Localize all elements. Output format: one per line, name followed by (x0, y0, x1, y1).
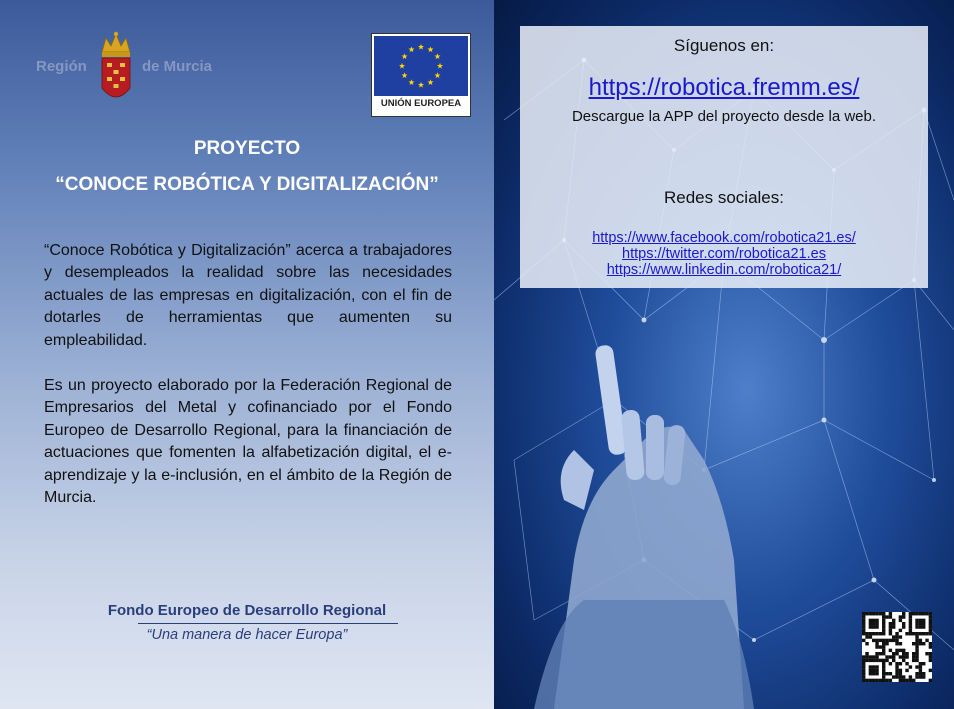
qr-module (875, 665, 878, 668)
qr-module (929, 619, 932, 622)
qr-module (882, 662, 885, 665)
qr-module (919, 675, 922, 678)
qr-module (899, 642, 902, 645)
qr-module (882, 672, 885, 675)
qr-module (915, 665, 918, 668)
qr-module (889, 615, 892, 618)
qr-module (889, 672, 892, 675)
robot-hand-icon (534, 344, 754, 709)
qr-module (892, 652, 895, 655)
qr-module (875, 619, 878, 622)
qr-module (875, 622, 878, 625)
qr-module (915, 652, 918, 655)
qr-module (885, 659, 888, 662)
qr-module (899, 629, 902, 632)
qr-module (889, 649, 892, 652)
qr-module (882, 665, 885, 668)
qr-module (899, 615, 902, 618)
qr-module (895, 665, 898, 668)
qr-module (869, 635, 872, 638)
qr-module (899, 669, 902, 672)
qr-module (862, 665, 865, 668)
qr-module (885, 639, 888, 642)
qr-module (905, 632, 908, 635)
qr-module (882, 619, 885, 622)
linkedin-link[interactable]: https://www.linkedin.com/robotica21/ (606, 262, 842, 278)
qr-module (862, 659, 865, 662)
qr-module (915, 639, 918, 642)
qr-module (875, 652, 878, 655)
qr-module (869, 669, 872, 672)
fund-slogan: “Una manera de hacer Europa” (146, 627, 348, 643)
qr-module (929, 679, 932, 682)
contact-panel (520, 26, 928, 288)
social-networks-label: Redes sociales: (663, 188, 784, 207)
qr-module (895, 662, 898, 665)
qr-module (899, 672, 902, 675)
qr-module (902, 659, 905, 662)
qr-module (862, 639, 865, 642)
qr-module (919, 662, 922, 665)
qr-module (869, 612, 872, 615)
qr-module (872, 665, 875, 668)
qr-module (922, 612, 925, 615)
qr-module (865, 659, 868, 662)
qr-module (889, 622, 892, 625)
qr-module (915, 625, 918, 628)
qr-module (882, 615, 885, 618)
logo-word-region: Región (36, 58, 87, 75)
qr-module (869, 622, 872, 625)
qr-module (929, 645, 932, 648)
qr-module (889, 655, 892, 658)
qr-module (912, 659, 915, 662)
qr-module (872, 619, 875, 622)
qr-module (892, 659, 895, 662)
qr-module (869, 625, 872, 628)
qr-module (909, 629, 912, 632)
qr-module (889, 662, 892, 665)
qr-module (915, 632, 918, 635)
eu-logo (371, 33, 471, 117)
qr-module (869, 655, 872, 658)
facebook-link[interactable]: https://www.facebook.com/robotica21.es/ (592, 230, 856, 246)
qr-module (875, 679, 878, 682)
qr-module (869, 665, 872, 668)
qr-module (929, 629, 932, 632)
qr-module (875, 659, 878, 662)
qr-module (882, 625, 885, 628)
follow-label: Síguenos en: (673, 36, 775, 55)
fund-divider (138, 623, 398, 624)
qr-module (919, 632, 922, 635)
qr-module (909, 615, 912, 618)
qr-module (875, 655, 878, 658)
qr-module (862, 655, 865, 658)
qr-module (879, 652, 882, 655)
qr-module (862, 662, 865, 665)
qr-module (869, 632, 872, 635)
qr-module (892, 625, 895, 628)
qr-module (882, 652, 885, 655)
qr-module (895, 635, 898, 638)
qr-module (879, 645, 882, 648)
qr-module (862, 612, 865, 615)
qr-module (915, 612, 918, 615)
qr-code-icon[interactable] (862, 612, 932, 682)
qr-module (909, 612, 912, 615)
qr-module (872, 612, 875, 615)
qr-module (929, 652, 932, 655)
description-paragraph-2: Es un proyecto elaborado por la Federación Regional de Empresarios del Metal y cofinanciado por el Fondo Europeo de Desarrollo Regional, para la financiación de actuaciones que fomenten la alfabetización digital, el e-aprendizaje y la e-inclusión, en el ámbito de la Región de Murcia. (44, 377, 452, 507)
qr-module (875, 642, 878, 645)
qr-module (925, 652, 928, 655)
qr-module (892, 619, 895, 622)
qr-module (919, 672, 922, 675)
qr-module (892, 655, 895, 658)
qr-module (919, 625, 922, 628)
qr-module (902, 625, 905, 628)
qr-module (905, 652, 908, 655)
qr-module (879, 659, 882, 662)
qr-module (875, 612, 878, 615)
qr-module (879, 612, 882, 615)
qr-module (929, 642, 932, 645)
qr-module (895, 632, 898, 635)
qr-module (905, 662, 908, 665)
qr-module (902, 655, 905, 658)
qr-module (882, 669, 885, 672)
qr-module (862, 619, 865, 622)
qr-module (895, 649, 898, 652)
qr-module (922, 672, 925, 675)
qr-module (882, 622, 885, 625)
qr-module (889, 625, 892, 628)
qr-module (875, 632, 878, 635)
qr-module (885, 672, 888, 675)
qr-module (902, 679, 905, 682)
qr-module (919, 639, 922, 642)
qr-module (882, 629, 885, 632)
qr-module (922, 625, 925, 628)
qr-module (902, 612, 905, 615)
qr-module (909, 622, 912, 625)
qr-module (899, 619, 902, 622)
qr-module (895, 639, 898, 642)
qr-module (872, 622, 875, 625)
qr-module (909, 619, 912, 622)
qr-module (862, 629, 865, 632)
qr-module (885, 655, 888, 658)
qr-module (925, 632, 928, 635)
qr-module (929, 625, 932, 628)
qr-module (902, 675, 905, 678)
qr-module (922, 675, 925, 678)
qr-module (899, 679, 902, 682)
qr-module (925, 612, 928, 615)
qr-module (929, 669, 932, 672)
qr-module (912, 632, 915, 635)
qr-module (919, 642, 922, 645)
qr-module (929, 622, 932, 625)
qr-module (879, 632, 882, 635)
qr-module (862, 625, 865, 628)
qr-module (919, 622, 922, 625)
qr-module (882, 649, 885, 652)
murcia-shield-icon (98, 30, 134, 110)
eu-label: UNIÓN EUROPEA (380, 98, 462, 109)
qr-module (892, 622, 895, 625)
qr-module (922, 622, 925, 625)
qr-module (892, 635, 895, 638)
qr-module (909, 675, 912, 678)
qr-module (885, 679, 888, 682)
qr-module (915, 635, 918, 638)
project-title-line1: PROYECTO (193, 138, 301, 159)
qr-module (915, 645, 918, 648)
qr-module (899, 662, 902, 665)
qr-module (902, 622, 905, 625)
description-paragraph-1: “Conoce Robótica y Digitalización” acerca a trabajadores y desempleados la realidad sobre las necesidades actuales de las empresas en digitalización, con el fin de dotarles de herramientas que aumenten su empleabilidad. (44, 242, 452, 349)
qr-module (865, 635, 868, 638)
qr-module (862, 622, 865, 625)
qr-module (889, 632, 892, 635)
qr-module (895, 669, 898, 672)
qr-module (899, 675, 902, 678)
qr-module (902, 649, 905, 652)
qr-module (889, 629, 892, 632)
qr-module (902, 652, 905, 655)
qr-module (929, 659, 932, 662)
qr-module (879, 639, 882, 642)
qr-module (895, 672, 898, 675)
qr-module (915, 672, 918, 675)
qr-module (909, 625, 912, 628)
qr-module (885, 615, 888, 618)
qr-module (915, 642, 918, 645)
qr-module (915, 619, 918, 622)
qr-module (862, 672, 865, 675)
qr-module (905, 669, 908, 672)
qr-module (889, 612, 892, 615)
qr-module (875, 672, 878, 675)
qr-module (889, 679, 892, 682)
qr-module (872, 655, 875, 658)
qr-module (919, 669, 922, 672)
qr-module (869, 672, 872, 675)
qr-module (892, 639, 895, 642)
qr-module (872, 632, 875, 635)
qr-module (912, 679, 915, 682)
qr-module (895, 675, 898, 678)
qr-module (909, 632, 912, 635)
qr-module (862, 679, 865, 682)
qr-module (899, 655, 902, 658)
qr-module (895, 642, 898, 645)
qr-module (875, 639, 878, 642)
qr-module (929, 632, 932, 635)
qr-module (869, 619, 872, 622)
qr-module (879, 679, 882, 682)
eu-stars-icon (374, 36, 468, 96)
qr-module (865, 679, 868, 682)
region-murcia-logo (36, 30, 236, 110)
qr-module (882, 645, 885, 648)
qr-module (862, 669, 865, 672)
qr-module (922, 642, 925, 645)
qr-module (882, 675, 885, 678)
qr-module (865, 652, 868, 655)
qr-module (875, 669, 878, 672)
qr-module (919, 619, 922, 622)
qr-module (865, 612, 868, 615)
qr-module (882, 659, 885, 662)
qr-module (882, 679, 885, 682)
qr-module (929, 615, 932, 618)
qr-module (915, 675, 918, 678)
qr-module (862, 675, 865, 678)
qr-module (909, 679, 912, 682)
qr-module (912, 655, 915, 658)
qr-module (892, 675, 895, 678)
project-website-link[interactable]: https://robotica.fremm.es/ (588, 74, 860, 101)
qr-module (862, 632, 865, 635)
qr-module (869, 659, 872, 662)
qr-module (912, 652, 915, 655)
qr-module (922, 619, 925, 622)
qr-module (865, 632, 868, 635)
qr-module (882, 612, 885, 615)
qr-module (915, 622, 918, 625)
qr-module (872, 669, 875, 672)
qr-module (915, 655, 918, 658)
qr-module (885, 642, 888, 645)
qr-module (882, 632, 885, 635)
qr-module (872, 625, 875, 628)
qr-module (872, 639, 875, 642)
qr-module (882, 639, 885, 642)
qr-module (895, 652, 898, 655)
qr-module (872, 679, 875, 682)
qr-module (922, 632, 925, 635)
qr-module (889, 639, 892, 642)
qr-module (912, 642, 915, 645)
twitter-link[interactable]: https://twitter.com/robotica21.es (622, 246, 826, 262)
qr-module (922, 662, 925, 665)
qr-module (929, 612, 932, 615)
qr-module (915, 649, 918, 652)
logo-word-de-murcia: de Murcia (142, 58, 213, 75)
qr-module (875, 645, 878, 648)
qr-module (905, 655, 908, 658)
app-download-text: Descargue la APP del proyecto desde la web. (571, 108, 877, 125)
qr-module (865, 642, 868, 645)
qr-module (919, 665, 922, 668)
qr-module (929, 655, 932, 658)
qr-module (919, 612, 922, 615)
qr-module (909, 665, 912, 668)
qr-module (925, 639, 928, 642)
fund-name: Fondo Europeo de Desarrollo Regional (107, 602, 387, 619)
qr-module (912, 612, 915, 615)
project-title-line2: “CONOCE ROBÓTICA Y DIGITALIZACIÓN” (55, 174, 439, 195)
qr-module (869, 679, 872, 682)
qr-module (899, 635, 902, 638)
qr-module (899, 649, 902, 652)
qr-module (865, 655, 868, 658)
qr-module (905, 679, 908, 682)
qr-module (862, 615, 865, 618)
qr-module (902, 615, 905, 618)
qr-module (872, 672, 875, 675)
qr-module (872, 659, 875, 662)
qr-module (882, 642, 885, 645)
qr-module (915, 659, 918, 662)
qr-module (875, 625, 878, 628)
